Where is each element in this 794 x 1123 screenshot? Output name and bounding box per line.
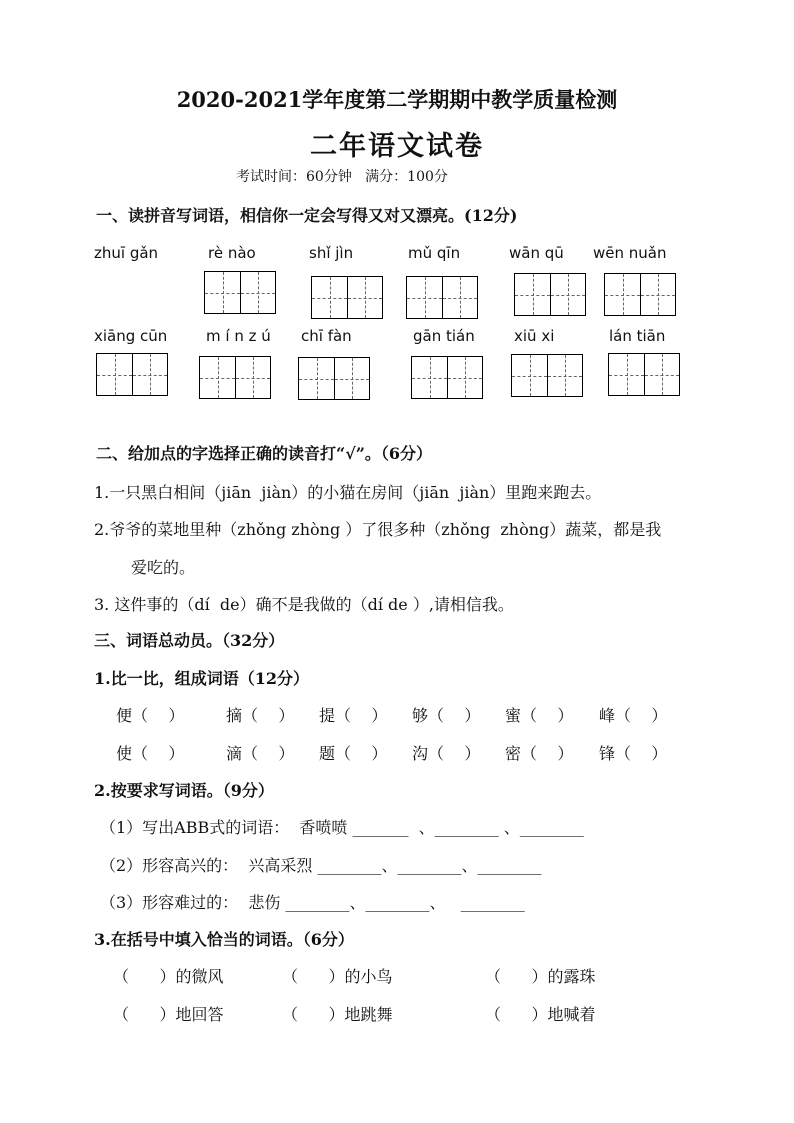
phrase-item[interactable]: （ ）地喊着 bbox=[485, 1005, 596, 1024]
word-item[interactable]: 滴（ ） bbox=[226, 744, 295, 763]
phrase-item[interactable]: （ ）的微风 bbox=[113, 967, 224, 986]
pinyin-label: rè nào bbox=[208, 244, 256, 262]
phrase-item[interactable]: （ ）地回答 bbox=[113, 1005, 224, 1024]
pinyin-label: m í n z ú bbox=[206, 327, 271, 345]
exam-subtitle: 二年语文试卷 bbox=[310, 131, 484, 162]
writing-box[interactable] bbox=[511, 354, 583, 397]
fill-line-1[interactable]: （1）写出ABB式的词语： 香喷喷 _______ 、________ 、________ bbox=[100, 818, 584, 837]
word-item[interactable]: 便（ ） bbox=[116, 706, 185, 725]
question-1: 1.一只黑白相间（jiān jiàn）的小猫在房间（jiān jiàn）里跑来跑去。 bbox=[94, 483, 602, 502]
section-2-heading: 二、给加点的字选择正确的读音打“√”。（6分） bbox=[96, 444, 433, 463]
phrase-item[interactable]: （ ）的露珠 bbox=[485, 967, 596, 986]
section-1-heading: 一、读拼音写词语，相信你一定会写得又对又漂亮。(12分) bbox=[96, 206, 518, 225]
word-item[interactable]: 摘（ ） bbox=[226, 706, 295, 725]
fill-line-3[interactable]: （3）形容难过的： 悲伤 ________、________、 ________ bbox=[100, 893, 525, 912]
pinyin-label: gān tián bbox=[413, 327, 475, 345]
fill-line-2[interactable]: （2）形容高兴的： 兴高采烈 ________、________、________ bbox=[100, 856, 542, 875]
writing-box[interactable] bbox=[406, 276, 478, 319]
word-item[interactable]: 提（ ） bbox=[319, 706, 388, 725]
word-item[interactable]: 峰（ ） bbox=[599, 706, 668, 725]
writing-box[interactable] bbox=[96, 353, 168, 396]
writing-box[interactable] bbox=[411, 356, 483, 399]
question-2-continued: 爱吃的。 bbox=[131, 558, 196, 577]
question-2: 2.爷爷的菜地里种（zhǒng zhòng ）了很多种（zhǒng zhòng）蔬菜，都是我 bbox=[94, 520, 662, 539]
pinyin-label: zhuī gǎn bbox=[94, 244, 159, 262]
writing-box[interactable] bbox=[298, 357, 370, 400]
pinyin-label: mǔ qīn bbox=[408, 244, 461, 262]
pinyin-label: shǐ jìn bbox=[309, 244, 354, 262]
pinyin-label: xiāng cūn bbox=[94, 327, 168, 345]
writing-box[interactable] bbox=[311, 276, 383, 319]
word-item[interactable]: 密（ ） bbox=[505, 744, 574, 763]
writing-box[interactable] bbox=[514, 273, 586, 316]
phrase-item[interactable]: （ ）地跳舞 bbox=[282, 1005, 393, 1024]
word-item[interactable]: 够（ ） bbox=[412, 706, 481, 725]
exam-title: 2020-2021学年度第二学期期中教学质量检测 bbox=[176, 87, 618, 112]
pinyin-label: wān qū bbox=[509, 244, 564, 262]
pinyin-label: chī fàn bbox=[301, 327, 352, 345]
word-item[interactable]: 使（ ） bbox=[116, 744, 185, 763]
pinyin-label: lán tiān bbox=[609, 327, 666, 345]
writing-box[interactable] bbox=[204, 271, 276, 314]
word-item[interactable]: 蜜（ ） bbox=[505, 706, 574, 725]
word-item[interactable]: 沟（ ） bbox=[412, 744, 481, 763]
phrase-item[interactable]: （ ）的小鸟 bbox=[282, 967, 393, 986]
pinyin-label: xiū xi bbox=[514, 327, 555, 345]
part-2-heading: 2.按要求写词语。（9分） bbox=[94, 781, 274, 800]
word-item[interactable]: 锋（ ） bbox=[599, 744, 668, 763]
question-3: 3. 这件事的（dí de）确不是我做的（dí de ）,请相信我。 bbox=[94, 595, 514, 614]
pinyin-label: wēn nuǎn bbox=[593, 244, 667, 262]
word-item[interactable]: 题（ ） bbox=[319, 744, 388, 763]
writing-box[interactable] bbox=[608, 353, 680, 396]
section-3-heading: 三、词语总动员。（32分） bbox=[94, 631, 285, 650]
writing-box[interactable] bbox=[604, 273, 676, 316]
writing-box[interactable] bbox=[199, 356, 271, 399]
part-1-heading: 1.比一比，组成词语（12分） bbox=[94, 669, 309, 688]
part-3-heading: 3.在括号中填入恰当的词语。（6分） bbox=[94, 930, 354, 949]
exam-meta: 考试时间：60分钟 满分：100分 bbox=[236, 169, 448, 185]
